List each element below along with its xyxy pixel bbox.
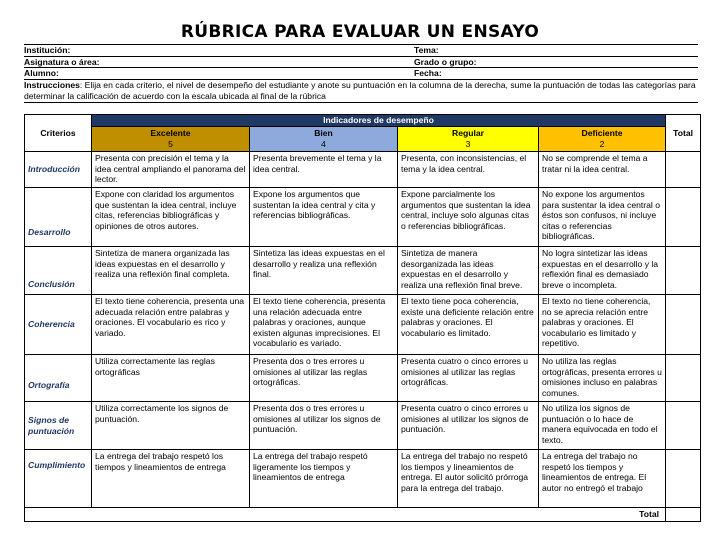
criteria-header: Criterios [25,115,92,152]
level-points: 3 [465,139,471,149]
score-cell[interactable] [666,355,701,402]
descriptor-cell: Presenta con precisión el tema y la idea central ampliando el panorama del lector. [92,152,250,188]
instructions-label: Instrucciones [24,79,80,90]
criterion-row [25,450,701,508]
info-row [24,45,698,57]
indicators-header: Indicadores de desempeño [92,115,666,127]
level-deficiente [539,127,666,152]
descriptor-cell: El texto tiene coherencia, presenta una adecuada relación entre palabras y oraciones. El vocabulario es rico y variado. [92,295,250,355]
total-score-cell[interactable] [666,508,701,522]
criterion-label: Introducción [25,152,92,188]
instructions-text: : Elija en cada criterio, el nivel de desempeño del estudiante y anote su puntuación en la columna de la derecha, sume la puntuación de todas las categorías para determinar la calificación de acuerdo con la escala ubicada al final de la rúbrica [24,79,696,101]
descriptor-cell: El texto no tiene coherencia, no se aprecia relación entre palabras y oraciones. El vocabulario es limitado y repetitivo. [539,295,666,355]
level-bien [250,127,398,152]
topic-label: Tema: [414,45,439,55]
criterion-row [25,188,701,247]
criterion-row [25,402,701,450]
score-cell[interactable] [666,450,701,508]
descriptor-cell: Presenta, con inconsistencias, el tema y la idea central. [398,152,539,188]
descriptor-cell: Presenta brevemente el tema y la idea central. [250,152,398,188]
descriptor-cell: Presenta cuatro o cinco errores u omisiones al utilizar las reglas ortográficas. [398,355,539,402]
subject-label: Asignatura o área: [24,56,100,67]
criterion-label: Coherencia [25,295,92,355]
criterion-row [25,152,701,188]
descriptor-cell: Presenta dos o tres errores u omisiones al utilizar los signos de puntuación. [250,402,398,450]
descriptor-cell: No utiliza las reglas ortográficas, presenta errores u omisiones incluso en palabras comunes. [539,355,666,402]
descriptor-cell: Presenta dos o tres errores u omisiones al utilizar las reglas ortográficas. [250,355,398,402]
descriptor-cell: Sintetiza las ideas expuestas en el desarrollo y realiza una reflexión final. [250,247,398,295]
level-points: 4 [321,139,326,149]
date-label: Fecha: [414,68,442,79]
score-cell[interactable] [666,247,701,295]
info-row [24,68,698,80]
descriptor-cell: La entrega del trabajo respetó ligeramente los tiempos y lineamientos de entrega [250,450,398,508]
descriptor-cell: Utiliza correctamente las reglas ortográficas [92,355,250,402]
descriptor-cell: No logra sintetizar las ideas expuestas en el desarrollo y la reflexión final es demasiado breve o incompleta. [539,247,666,295]
score-cell[interactable] [666,152,701,188]
total-row [25,508,701,522]
level-label: Deficiente [581,128,623,138]
descriptor-cell: Expone los argumentos que sustentan la idea central y cita y referencias bibliográficas. [250,188,398,247]
descriptor-cell: El texto tiene poca coherencia, existe una deficiente relación entre palabras y oraciones. El vocabulario es limitado. [398,295,539,355]
level-label: Bien [314,128,333,138]
descriptor-cell: Expone con claridad los argumentos que sustentan la idea central, incluye citas, referencias bibliográficas y opiniones de otros autores. [92,188,250,247]
descriptor-cell: Sintetiza de manera organizada las ideas expuestas en el desarrollo y realiza una reflexión final completa. [92,247,250,295]
total-header: Total [666,115,701,152]
score-cell[interactable] [666,295,701,355]
institution-label: Institución: [24,45,71,55]
descriptor-cell: El texto tiene coherencia, presenta una relación adecuada entre palabras y oraciones, aunque existen algunas imprecisiones. El vocabulario es variado. [250,295,398,355]
descriptor-cell: Expone parcialmente los argumentos que sustentan la idea central, incluye solo algunas citas o referencias bibliográficas. [398,188,539,247]
student-label: Alumno: [24,68,59,79]
score-cell[interactable] [666,402,701,450]
criterion-label: Signos de puntuación [25,402,92,450]
criterion-label: Desarrollo [25,188,92,247]
level-points: 2 [599,139,605,149]
page-title: RÚBRICA PARA EVALUAR UN ENSAYO [180,22,540,42]
criterion-row [25,355,701,402]
level-regular [398,127,539,152]
level-excelente [92,127,250,152]
total-footer-label: Total [25,508,666,522]
descriptor-cell: No expone los argumentos para sustentar la idea central o éstos son confusos, ni incluye citas o referencias bibliográficas. [539,188,666,247]
student-info [24,44,698,103]
grade-label: Grado o grupo: [414,56,477,67]
descriptor-cell: La entrega del trabajo no respetó los tiempos y lineamientos de entrega. El autor no entregó el trabajo [539,450,666,508]
descriptor-cell: La entrega del trabajo no respetó los tiempos y lineamientos de entrega. El autor solicitó prórroga para la entrega del trabajo. [398,450,539,508]
level-label: Regular [452,128,484,138]
instructions [24,80,698,103]
rubric-table [24,114,701,522]
descriptor-cell: Utiliza correctamente los signos de puntuación. [92,402,250,450]
level-label: Excelente [150,128,191,138]
descriptor-cell: Sintetiza de manera desorganizada las ideas expuestas en el desarrollo y realiza una reflexión final breve. [398,247,539,295]
level-points: 5 [168,139,173,149]
score-cell[interactable] [666,188,701,247]
criterion-label: Conclusión [25,247,92,295]
descriptor-cell: No se comprende el tema a tratar ni la idea central. [539,152,666,188]
info-row [24,57,698,69]
descriptor-cell: La entrega del trabajo respetó los tiempos y lineamientos de entrega [92,450,250,508]
criterion-label: Cumplimiento [25,450,92,508]
criterion-row [25,295,701,355]
descriptor-cell: No utiliza los signos de puntuación o lo hace de manera equivocada en todo el texto. [539,402,666,450]
criterion-label: Ortografía [25,355,92,402]
descriptor-cell: Presenta cuatro o cinco errores u omisiones al utilizar los signos de puntuación. [398,402,539,450]
criterion-row [25,247,701,295]
